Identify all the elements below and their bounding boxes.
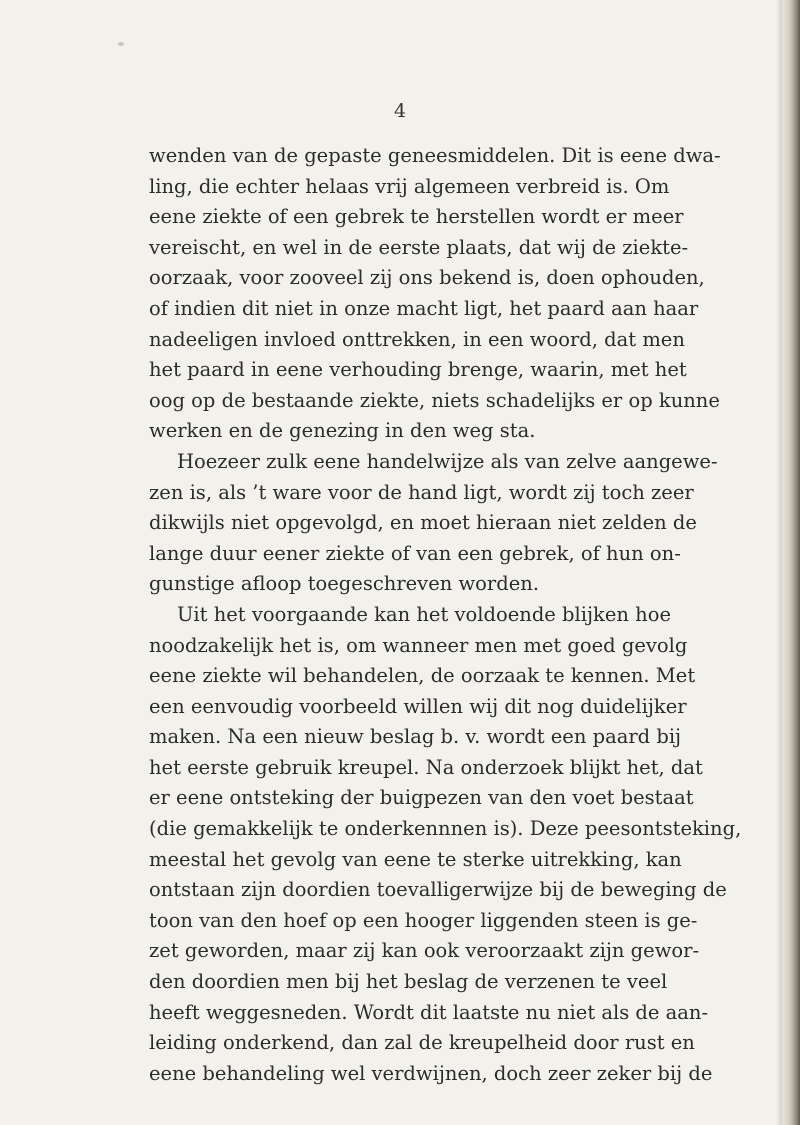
text-line: werken en de genezing in den weg sta. [149,419,536,443]
text-line: het eerste gebruik kreupel. Na onderzoek blijkt het, dat [149,755,703,779]
text-line: eene behandeling wel verdwijnen, doch zeer zeker bij de [149,1061,713,1085]
text-line: nadeeligen invloed onttrekken, in een woord, dat men [149,327,685,351]
page-number: 4 [393,100,407,122]
text-line: heeft weggesneden. Wordt dit laatste nu niet als de aan- [149,1000,709,1024]
text-line: gunstige afloop toegeschreven worden. [149,572,540,596]
text-line: vereischt, en wel in de eerste plaats, dat wij de ziekte- [149,235,689,259]
body-text [149,141,742,1089]
text-line: ling, die echter helaas vrij algemeen verbreid is. Om [149,174,670,198]
text-line: het paard in eene verhouding brenge, waarin, met het [149,358,687,382]
text-line: er eene ontsteking der buigpezen van den voet bestaat [149,786,694,810]
text-line: maken. Na een nieuw beslag b. v. wordt een paard bij [149,725,682,749]
text-line: of indien dit niet in onze macht ligt, het paard aan haar [149,296,699,320]
text-line: oog op de bestaande ziekte, niets schadelijks er op kunne [149,388,720,412]
page-edge [782,0,800,1125]
text-line: eene ziekte of een gebrek te herstellen wordt er meer [149,205,684,229]
text-line: Hoezeer zulk eene handelwijze als van zelve aangewe- [177,449,718,473]
text-line: Uit het voorgaande kan het voldoende blijken hoe [177,602,671,626]
text-line: dikwijls niet opgevolgd, en moet hieraan niet zelden de [149,511,697,535]
text-line: leiding onderkend, dan zal de kreupelheid door rust en [149,1031,695,1055]
text-line: den doordien men bij het beslag de verzenen te veel [149,970,668,994]
text-line: meestal het gevolg van eene te sterke uitrekking, kan [149,847,682,871]
text-line: oorzaak, voor zooveel zij ons bekend is, doen ophouden, [149,266,705,290]
text-line: zet geworden, maar zij kan ook veroorzaakt zijn gewor- [149,939,700,963]
text-line: zen is, als ’t ware voor de hand ligt, wordt zij toch zeer [149,480,694,504]
text-line: noodzakelijk het is, om wanneer men met goed gevolg [149,633,688,657]
paper-smudge [118,42,124,46]
text-line: een eenvoudig voorbeeld willen wij dit nog duidelijker [149,694,687,718]
text-line: lange duur eener ziekte of van een gebrek, of hun on- [149,541,681,565]
text-line: toon van den hoef op een hooger liggenden steen is ge- [149,908,698,932]
text-line: wenden van de gepaste geneesmiddelen. Dit is eene dwa- [149,144,721,167]
text-line: (die gemakkelijk te onderkennnen is). Deze peesontsteking, [149,817,742,841]
text-line: eene ziekte wil behandelen, de oorzaak te kennen. Met [149,664,696,688]
text-line: ontstaan zijn doordien toevalligerwijze bij de beweging de [149,878,727,902]
